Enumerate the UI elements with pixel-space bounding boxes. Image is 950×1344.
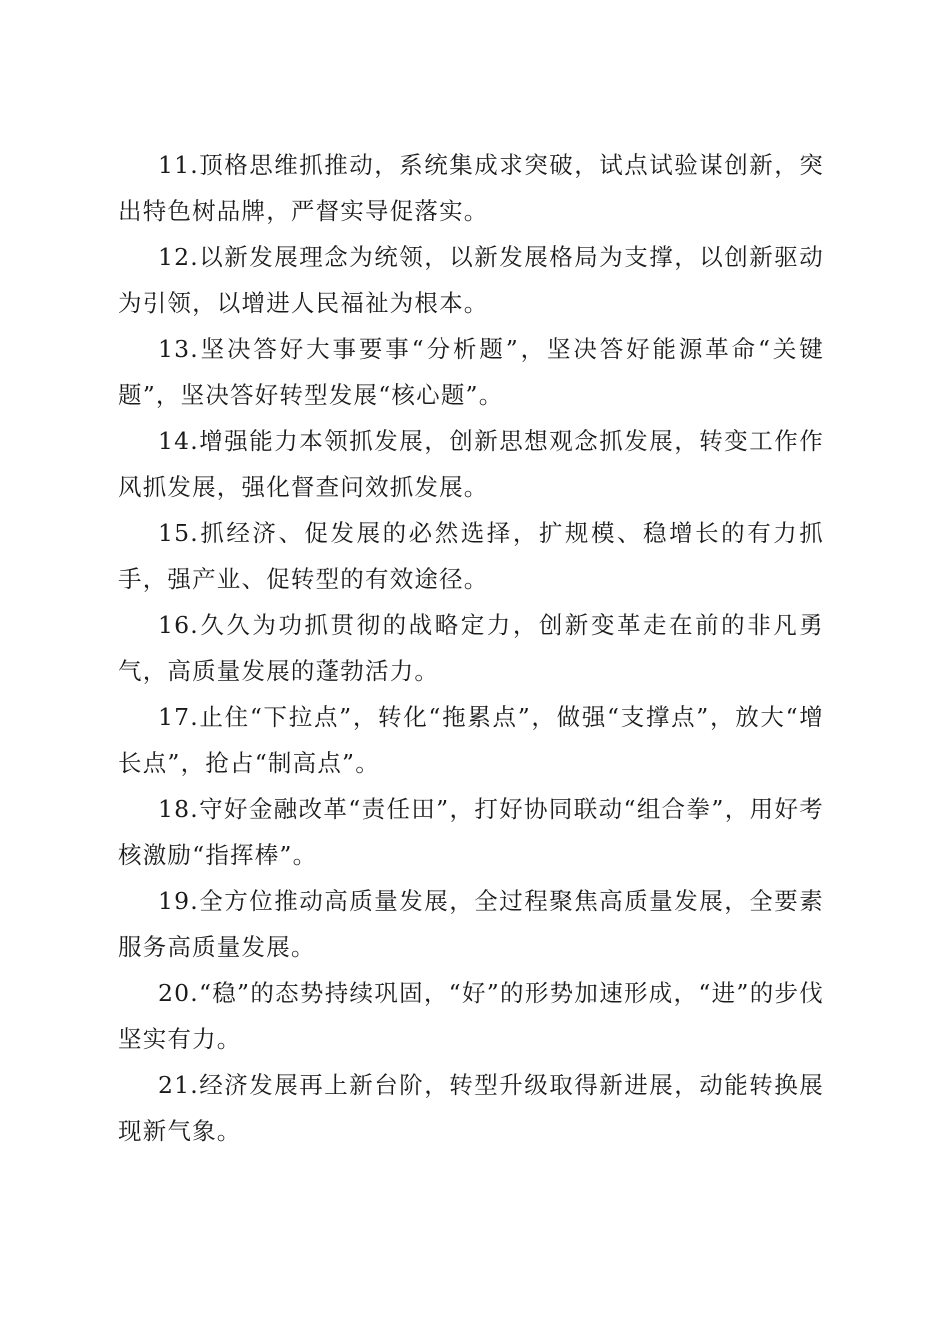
paragraph-16: 16.久久为功抓贯彻的战略定力，创新变革走在前的非凡勇气，高质量发展的蓬勃活力。: [118, 611, 824, 685]
paragraph-18: 18.守好金融改革“责任田”，打好协同联动“组合拳”，用好考核激励“指挥棒”。: [118, 795, 824, 869]
paragraph-17: 17.止住“下拉点”，转化“拖累点”，做强“支撑点”，放大“增长点”，抢占“制高点”。: [118, 703, 824, 777]
paragraph-21: 21.经济发展再上新台阶，转型升级取得新进展，动能转换展现新气象。: [118, 1071, 824, 1145]
paragraph-15: 15.抓经济、促发展的必然选择，扩规模、稳增长的有力抓手，强产业、促转型的有效途径。: [118, 519, 824, 593]
paragraph-11: 11.顶格思维抓推动，系统集成求突破，试点试验谋创新，突出特色树品牌，严督实导促落实。: [118, 151, 824, 225]
paragraph-12: 12.以新发展理念为统领，以新发展格局为支撑，以创新驱动为引领，以增进人民福祉为根本。: [118, 243, 824, 317]
paragraph-13: 13.坚决答好大事要事“分析题”，坚决答好能源革命“关键题”，坚决答好转型发展“核心题”。: [118, 335, 824, 409]
paragraph-20: 20.“稳”的态势持续巩固，“好”的形势加速形成，“进”的步伐坚实有力。: [118, 979, 824, 1053]
paragraph-14: 14.增强能力本领抓发展，创新思想观念抓发展，转变工作作风抓发展，强化督查问效抓发展。: [118, 427, 824, 501]
paragraph-19: 19.全方位推动高质量发展，全过程聚焦高质量发展，全要素服务高质量发展。: [118, 887, 824, 961]
document-body: [118, 142, 824, 1154]
